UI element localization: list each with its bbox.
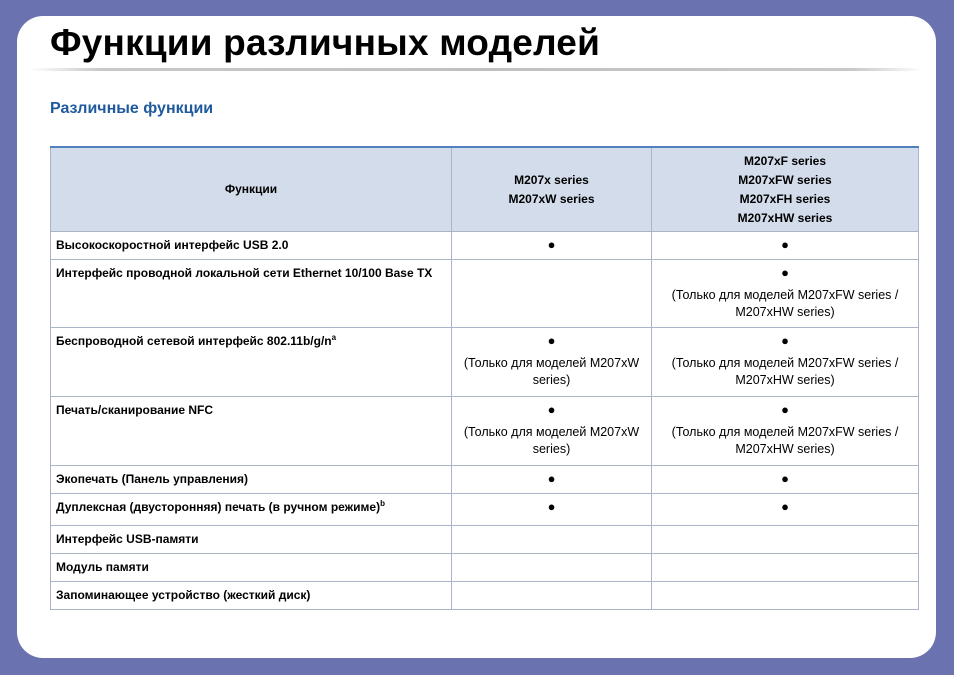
support-cell-col2 bbox=[652, 494, 919, 526]
support-cell-col1 bbox=[452, 554, 652, 582]
support-cell-col2 bbox=[652, 526, 919, 554]
feature-cell bbox=[51, 554, 452, 582]
supported-bullet-icon: ● bbox=[547, 237, 556, 252]
feature-label: Модуль памяти bbox=[56, 560, 149, 574]
feature-cell bbox=[51, 328, 452, 397]
table-row bbox=[51, 328, 919, 397]
availability-note: (Только для моделей M207xW series) bbox=[463, 425, 640, 456]
table-header-row bbox=[51, 147, 919, 232]
feature-label: Высокоскоростной интерфейс USB 2.0 bbox=[56, 238, 289, 252]
supported-bullet-icon: ● bbox=[547, 471, 556, 486]
table-row bbox=[51, 260, 919, 328]
feature-label: Интерфейс USB-памяти bbox=[56, 532, 199, 546]
supported-bullet-icon: ● bbox=[781, 237, 789, 252]
support-cell-col1 bbox=[452, 397, 652, 466]
document-page bbox=[17, 16, 936, 658]
section-subtitle: Различные функции bbox=[50, 100, 214, 117]
footnote-marker: b bbox=[380, 499, 385, 508]
support-cell-col1 bbox=[452, 526, 652, 554]
supported-bullet-icon: ● bbox=[781, 471, 789, 486]
header-col2-line: M207xFW series bbox=[738, 172, 832, 187]
table-row bbox=[51, 582, 919, 610]
support-cell-col2 bbox=[652, 260, 919, 328]
support-cell-col2 bbox=[652, 466, 919, 494]
header-col2-line: M207xHW series bbox=[737, 210, 833, 225]
feature-label: Экопечать (Панель управления) bbox=[56, 472, 249, 486]
supported-bullet-icon: ● bbox=[547, 402, 556, 417]
support-cell-col1 bbox=[452, 232, 652, 260]
supported-bullet-icon: ● bbox=[781, 265, 789, 280]
header-col1-line: M207xW series bbox=[508, 191, 595, 206]
support-cell-col2 bbox=[652, 328, 919, 397]
support-cell-col1 bbox=[452, 328, 652, 397]
footnote-marker: a bbox=[331, 333, 337, 342]
supported-bullet-icon: ● bbox=[781, 402, 789, 417]
feature-cell bbox=[51, 232, 452, 260]
table-row bbox=[51, 466, 919, 494]
header-col2-line: M207xF series bbox=[743, 153, 827, 168]
feature-cell bbox=[51, 466, 452, 494]
feature-label: Интерфейс проводной локальной сети Ethernet 10/100 Base TX bbox=[56, 266, 433, 280]
feature-cell bbox=[51, 526, 452, 554]
supported-bullet-icon: ● bbox=[547, 499, 556, 514]
support-cell-col1 bbox=[452, 494, 652, 526]
support-cell-col2 bbox=[652, 232, 919, 260]
support-cell-col1 bbox=[452, 582, 652, 610]
supported-bullet-icon: ● bbox=[781, 499, 789, 514]
support-cell-col2 bbox=[652, 582, 919, 610]
supported-bullet-icon: ● bbox=[781, 333, 789, 348]
table-row bbox=[51, 494, 919, 526]
table-row bbox=[51, 397, 919, 466]
support-cell-col2 bbox=[652, 397, 919, 466]
availability-note: (Только для моделей M207xFW series / M207xHW series) bbox=[671, 425, 899, 456]
feature-cell bbox=[51, 397, 452, 466]
support-cell-col1 bbox=[452, 466, 652, 494]
header-feature: Функции bbox=[51, 147, 452, 232]
support-cell-col2 bbox=[652, 554, 919, 582]
header-col2-line: M207xFH series bbox=[739, 191, 831, 206]
page-title: Функции различных моделей bbox=[50, 22, 601, 63]
feature-cell bbox=[51, 494, 452, 526]
header-col2 bbox=[652, 147, 919, 232]
availability-note: (Только для моделей M207xFW series / M207xHW series) bbox=[671, 288, 899, 319]
header-col1-line: M207x series bbox=[514, 172, 589, 187]
feature-cell bbox=[51, 260, 452, 328]
feature-label: Беспроводной сетевой интерфейс 802.11b/g/n bbox=[56, 334, 332, 348]
header-col1 bbox=[452, 147, 652, 232]
availability-note: (Только для моделей M207xW series) bbox=[463, 356, 640, 387]
feature-label: Запоминающее устройство (жесткий диск) bbox=[56, 588, 311, 602]
features-table bbox=[50, 146, 919, 610]
supported-bullet-icon: ● bbox=[547, 333, 556, 348]
title-divider bbox=[29, 68, 924, 71]
feature-label: Печать/сканирование NFC bbox=[56, 403, 214, 417]
table-row bbox=[51, 526, 919, 554]
feature-cell bbox=[51, 582, 452, 610]
table-row bbox=[51, 554, 919, 582]
table-row bbox=[51, 232, 919, 260]
availability-note: (Только для моделей M207xFW series / M207xHW series) bbox=[671, 356, 899, 387]
support-cell-col1 bbox=[452, 260, 652, 328]
feature-label: Дуплексная (двусторонняя) печать (в ручном режиме) bbox=[56, 500, 381, 514]
